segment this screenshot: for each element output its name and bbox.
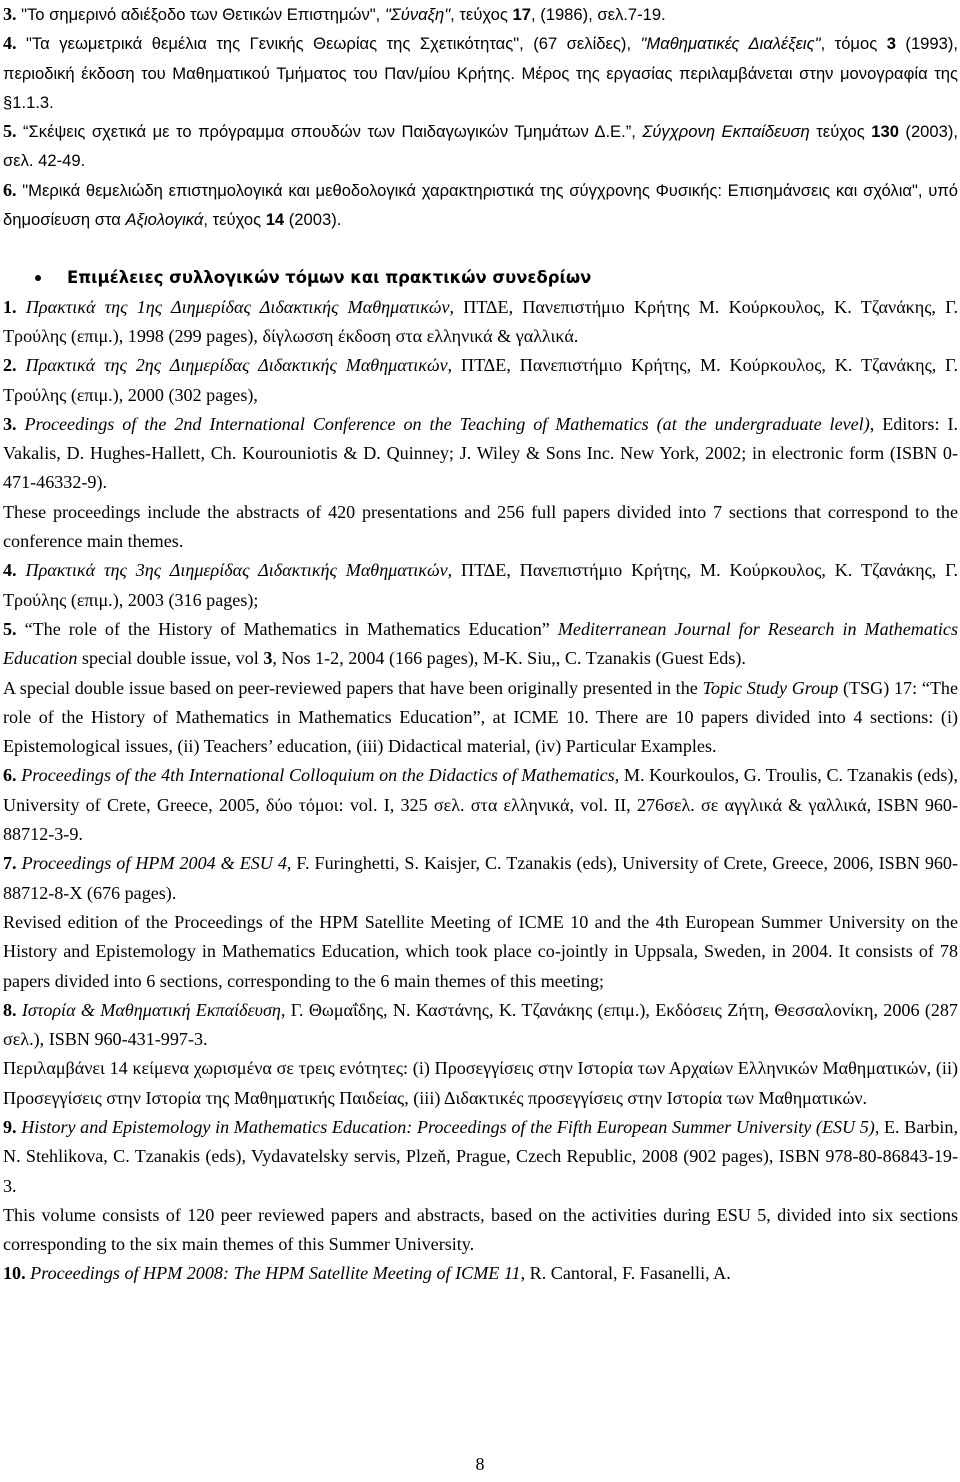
edited-volume-3-note: These proceedings include the abstracts of 420 presentations and 256 full papers divided into 7 sections that correspond to the conference main themes. xyxy=(3,501,958,552)
edited-volume-5-note: A special double issue based on peer-reviewed papers that have been originally presented in the Topic Study Group (TSG) 17: “The role of the History of Mathematics in Mathematics Education”, at ICME 10. There are 10 papers divided into 4 sections: (i) Epistemological issues, (ii) Teachers’ education, (iii) Didactical material, (iv) Particular Examples. xyxy=(3,677,958,757)
bullet-icon xyxy=(35,275,41,281)
section-heading: Επιμέλειες συλλογικών τόμων και πρακτικών συνεδρίων xyxy=(3,263,958,292)
page-number: 8 xyxy=(475,1454,485,1474)
publication-entry-3: 3. "Το σημερινό αδιέξοδο των Θετικών Επιστημών", "Σύναξη", τεύχος 17, (1986), σελ.7-19. xyxy=(3,4,666,24)
edited-volume-8: 8. Ιστορία & Μαθηματική Εκπαίδευση, Γ. Θωμαΐδης, Ν. Καστάνης, Κ. Τζανάκης (επιμ.), Εκδόσεις Ζήτη, Θεσσαλονίκη, 2006 (287 σελ.), ISBN 960-431-997-3. xyxy=(3,999,958,1050)
document-page xyxy=(3,0,958,1289)
edited-volume-2: 2. Πρακτικά της 2ης Διημερίδας Διδακτικής Μαθηματικών, ΠΤΔΕ, Πανεπιστήμιο Κρήτης, Μ. Κούρκουλος, Κ. Τζανάκης, Γ. Τρούλης (επιμ.), 2000 (302 pages), xyxy=(3,355,958,405)
edited-volume-4: 4. Πρακτικά της 3ης Διημερίδας Διδακτικής Μαθηματικών, ΠΤΔΕ, Πανεπιστήμιο Κρήτης, Μ. Κούρκουλος, Κ. Τζανάκης, Γ. Τρούλης (επιμ.), 2003 (316 pages); xyxy=(3,560,958,610)
edited-volume-9-note: This volume consists of 120 peer reviewed papers and abstracts, based on the activities during ESU 5, divided into six sections corresponding to the six main themes of this Summer University. xyxy=(3,1204,958,1255)
edited-volume-5: 5. “The role of the History of Mathematics in Mathematics Education” Mediterranean Journal for Research in Mathematics Education special double issue, vol 3, Nos 1-2, 2004 (166 pages), M-K. Siu,, C. Tzanakis (Guest Eds). xyxy=(3,618,958,669)
publication-entry-4: 4. "Τα γεωμετρικά θεμέλια της Γενικής Θεωρίας της Σχετικότητας", (67 σελίδες), "Μαθηματικές Διαλέξεις", τόμος 3 (1993), περιοδική έκδοση του Μαθηματικού Τμήματος του Παν/μίου Κρήτης. Μέρος της εργασίας περιλαμβάνεται στην μονογραφία της §1.1.3. xyxy=(3,33,958,112)
edited-volume-9: 9. History and Epistemology in Mathematics Education: Proceedings of the Fifth European Summer University (ESU 5), E. Barbin, N. Stehlikova, C. Tzanakis (eds), Vydavatelsky servis, Plzeň, Prague, Czech Republic, 2008 (902 pages), ISBN 978-80-86843-19-3. xyxy=(3,1116,958,1196)
edited-volume-3: 3. Proceedings of the 2nd International Conference on the Teaching of Mathematics (at the undergraduate level), Editors: I. Vakalis, D. Hughes-Hallett, Ch. Kourouniotis & D. Quinney; J. Wiley & Sons Inc. New York, 2002; in electronic form (ISBN 0-471-46332-9). xyxy=(3,413,958,493)
edited-volume-7: 7. Proceedings of HPM 2004 & ESU 4, F. Furinghetti, S. Kaisjer, C. Tzanakis (eds), University of Crete, Greece, 2006, ISBN 960-88712-8-X (676 pages). xyxy=(3,853,958,903)
edited-volume-6: 6. Proceedings of the 4th International Colloquium on the Didactics of Mathematics, M. Kourkoulos, G. Troulis, C. Tzanakis (eds), University of Crete, Greece, 2005, δύο τόμοι: vol. I, 325 σελ. στα ελληνικά, vol. II, 276σελ. σε αγγλικά & γαλλικά, ISBN 960-88712-3-9. xyxy=(3,765,958,845)
publication-entry-5: 5. “Σκέψεις σχετικά με το πρόγραμμα σπουδών των Παιδαγωγικών Τμημάτων Δ.Ε.”, Σύγχρονη Εκπαίδευση τεύχος 130 (2003), σελ. 42-49. xyxy=(3,121,958,171)
edited-volume-10: 10. Proceedings of HPM 2008: The HPM Satellite Meeting of ICME 11, R. Cantoral, F. Fasanelli, A. xyxy=(3,1263,731,1284)
edited-volume-7-note: Revised edition of the Proceedings of the HPM Satellite Meeting of ICME 10 and the 4th European Summer University on the History and Epistemology in Mathematics Education, which took place co-jointly in Uppsala, Sweden, in 2004. It consists of 78 papers divided into 6 sections, corresponding to the 6 main themes of this meeting; xyxy=(3,911,958,991)
publication-entry-6: 6. "Μερικά θεμελιώδη επιστημολογικά και μεθοδολογικά χαρακτηριστικά της σύγχρονης Φυσικής: Επισημάνσεις και σχόλια", υπό δημοσίευση στα Αξιολογικά, τεύχος 14 (2003). xyxy=(3,179,958,230)
edited-volume-8-note: Περιλαμβάνει 14 κείμενα χωρισμένα σε τρεις ενότητες: (i) Προσεγγίσεις στην Ιστορία των Αρχαίων Ελληνικών Μαθηματικών, (ii) Προσεγγίσεις στην Ιστορία της Μαθηματικής Παιδείας, (iii) Διδακτικές προσεγγίσεις στην Ιστορία των Μαθηματικών. xyxy=(3,1058,958,1108)
edited-volume-1: 1. Πρακτικά της 1ης Διημερίδας Διδακτικής Μαθηματικών, ΠΤΔΕ, Πανεπιστήμιο Κρήτης Μ. Κούρκουλος, Κ. Τζανάκης, Γ. Τρούλης (επιμ.), 1998 (299 pages), δίγλωσση έκδοση στα ελληνικά & γαλλικά. xyxy=(3,296,958,346)
